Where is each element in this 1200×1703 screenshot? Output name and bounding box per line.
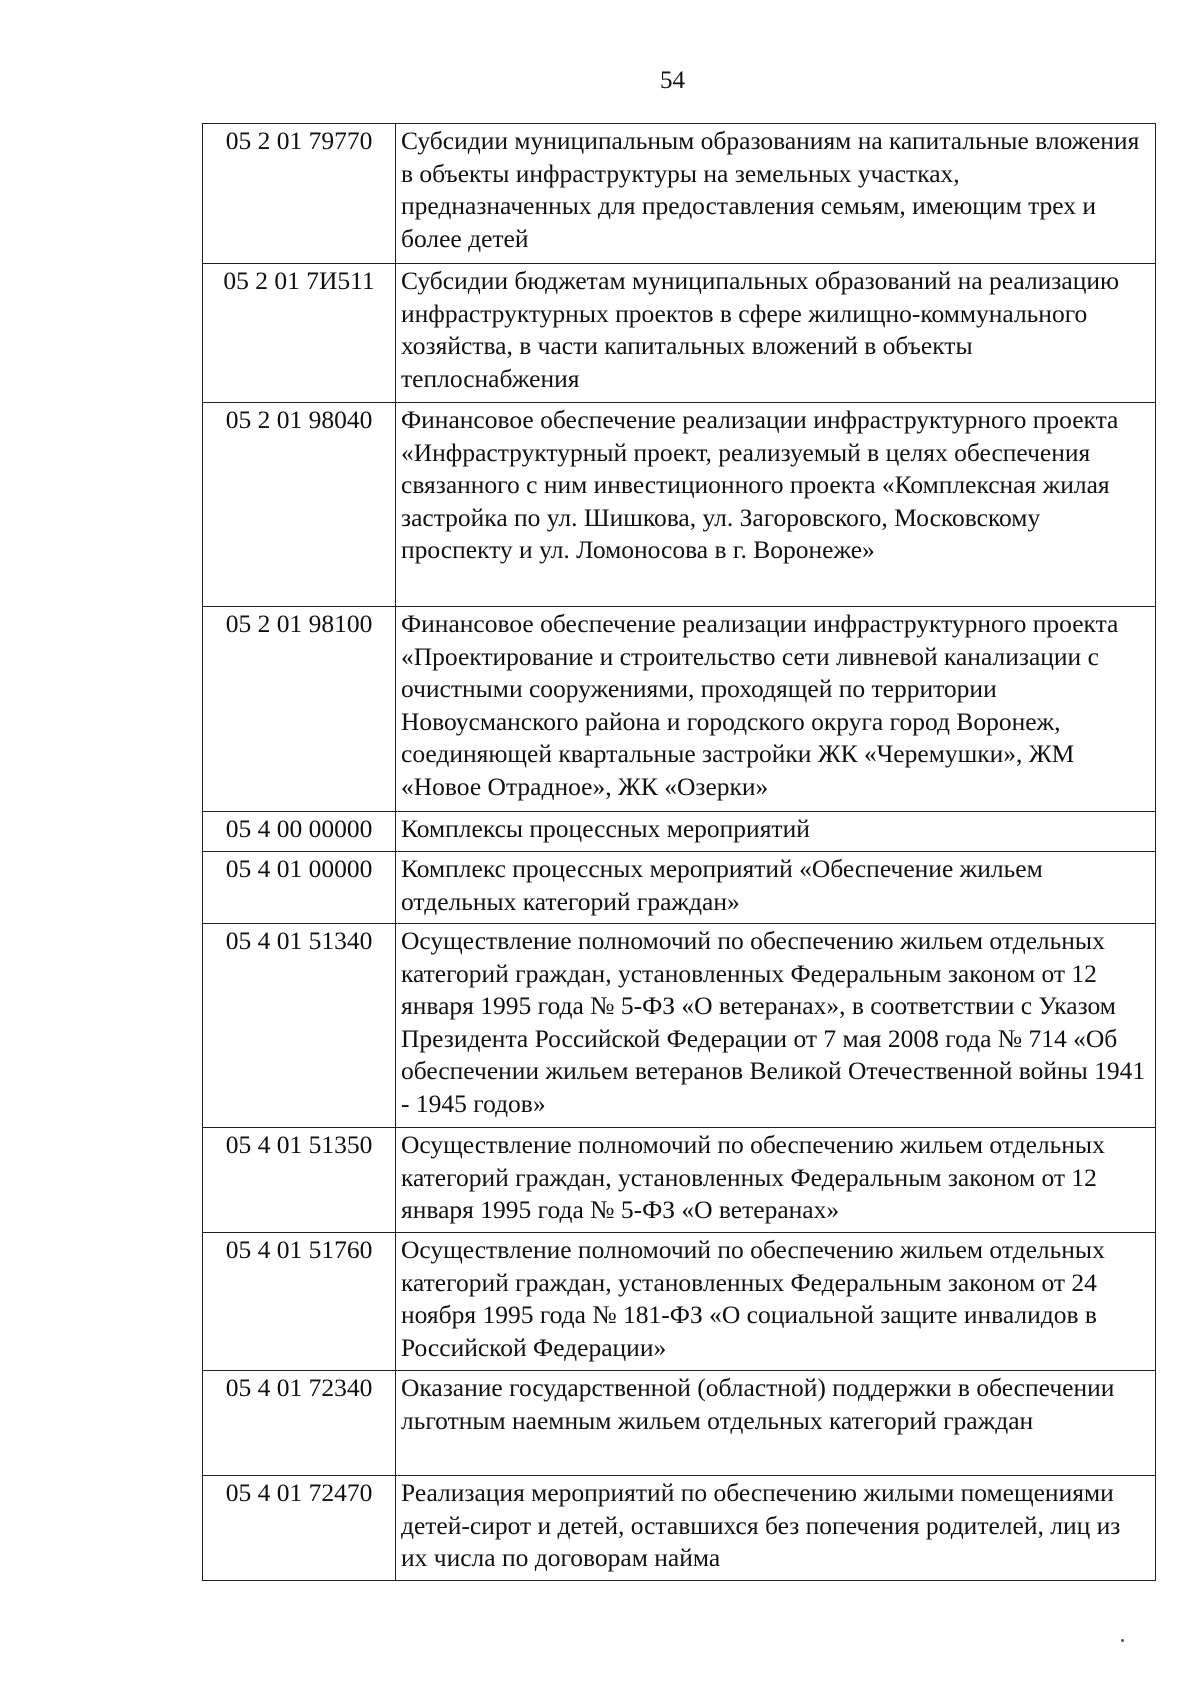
row-code: 05 4 01 72340 xyxy=(203,1371,396,1476)
row-code: 05 4 01 51350 xyxy=(203,1128,396,1233)
table-row xyxy=(203,1128,1156,1233)
row-description: Финансовое обеспечение реализации инфраструктурного проекта «Инфраструктурный проект, реализуемый в целях обеспечения связанного с ним инвестиционного проекта «Комплексная жилая застройка по ул. Шишкова, ул. Загоровского, Московскому проспекту и ул. Ломоносова в г. Воронеже» xyxy=(396,403,1156,607)
row-code: 05 4 01 51340 xyxy=(203,924,396,1128)
table-row xyxy=(203,1476,1156,1581)
table-row xyxy=(203,124,1156,264)
row-description: Комплекс процессных мероприятий «Обеспечение жильем отдельных категорий граждан» xyxy=(396,852,1156,924)
table-row xyxy=(203,264,1156,403)
budget-classification-table xyxy=(202,123,1156,1581)
row-code: 05 4 01 51760 xyxy=(203,1233,396,1371)
row-code: 05 4 01 00000 xyxy=(203,852,396,924)
row-code: 05 2 01 98040 xyxy=(203,403,396,607)
row-code: 05 2 01 7И511 xyxy=(203,264,396,403)
row-description: Комплексы процессных мероприятий xyxy=(396,812,1156,852)
row-description: Осуществление полномочий по обеспечению жильем отдельных категорий граждан, установленных Федеральным законом от 12 января 1995 года № 5-ФЗ «О ветеранах», в соответствии с Указом Президента Российской Федерации от 7 мая 2008 года № 714 «Об обеспечении жильем ветеранов Великой Отечественной войны 1941 - 1945 годов» xyxy=(396,924,1156,1128)
row-description: Реализация мероприятий по обеспечению жилыми помещениями детей-сирот и детей, оставшихся без попечения родителей, лиц из их числа по договорам найма xyxy=(396,1476,1156,1581)
row-code: 05 2 01 79770 xyxy=(203,124,396,264)
table-row xyxy=(203,812,1156,852)
row-description: Осуществление полномочий по обеспечению жильем отдельных категорий граждан, установленных Федеральным законом от 12 января 1995 года № 5-ФЗ «О ветеранах» xyxy=(396,1128,1156,1233)
row-code: 05 2 01 98100 xyxy=(203,607,396,812)
table-row xyxy=(203,852,1156,924)
row-description: Финансовое обеспечение реализации инфраструктурного проекта «Проектирование и строительство сети ливневой канализации с очистными сооружениями, проходящей по территории Новоусманского района и городского округа город Воронеж, соединяющей квартальные застройки ЖК «Черемушки», ЖМ «Новое Отрадное», ЖК «Озерки» xyxy=(396,607,1156,812)
table-row xyxy=(203,403,1156,607)
row-code: 05 4 01 72470 xyxy=(203,1476,396,1581)
row-code: 05 4 00 00000 xyxy=(203,812,396,852)
row-description: Субсидии бюджетам муниципальных образований на реализацию инфраструктурных проектов в сфере жилищно-коммунального хозяйства, в части капитальных вложений в объекты теплоснабжения xyxy=(396,264,1156,403)
row-description: Осуществление полномочий по обеспечению жильем отдельных категорий граждан, установленных Федеральным законом от 24 ноября 1995 года № 181-ФЗ «О социальной защите инвалидов в Российской Федерации» xyxy=(396,1233,1156,1371)
page-number: 54 xyxy=(660,67,685,94)
table-row xyxy=(203,607,1156,812)
scan-speck xyxy=(1121,1639,1124,1642)
row-description: Оказание государственной (областной) поддержки в обеспечении льготным наемным жильем отдельных категорий граждан xyxy=(396,1371,1156,1476)
table-row xyxy=(203,1233,1156,1371)
row-description: Субсидии муниципальным образованиям на капитальные вложения в объекты инфраструктуры на земельных участках, предназначенных для предоставления семьям, имеющим трех и более детей xyxy=(396,124,1156,264)
table-row xyxy=(203,1371,1156,1476)
table-row xyxy=(203,924,1156,1128)
